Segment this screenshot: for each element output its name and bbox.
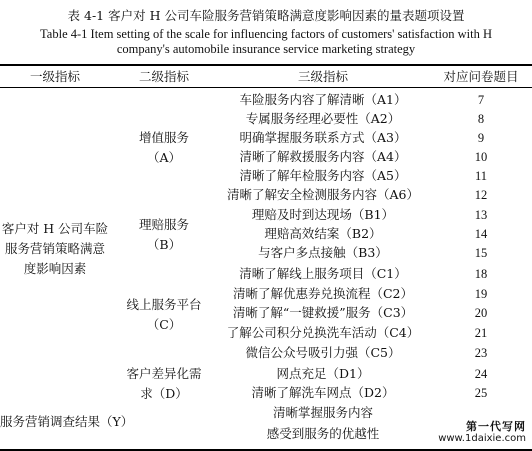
question-number: 13: [474, 208, 488, 222]
question-number: 24: [474, 367, 488, 381]
table-caption-cn: 表 4-1 客户对 H 公司车险服务营销策略满意度影响因素的量表题项设置: [67, 8, 465, 23]
table-header-rule: [0, 87, 532, 88]
level3-item: 明确掌握服务联系方式（A3）: [239, 130, 407, 145]
result-item: 清晰掌握服务内容: [272, 405, 373, 420]
header-question-number: 对应问卷题目: [443, 70, 519, 84]
result-item: 感受到服务的优越性: [266, 426, 380, 441]
question-number: 14: [474, 227, 488, 241]
level3-item: 清晰了解优惠券兑换流程（C2）: [232, 286, 414, 301]
question-number: 12: [474, 188, 488, 202]
question-number: 20: [474, 306, 488, 320]
watermark-name: 第一代写网: [466, 420, 526, 433]
table-caption-en: [0, 27, 532, 57]
level3-item: 网点充足（D1）: [276, 366, 370, 381]
level2-differentiated-needs: 客户差异化需 求（D）: [126, 366, 202, 401]
level3-item: 清晰了解洗车网点（D2）: [251, 385, 395, 400]
level3-item: 专属服务经理必要性（A2）: [245, 111, 401, 126]
header-level1: 一级指标: [29, 69, 80, 84]
header-level3: 三级指标: [297, 69, 348, 84]
table-top-rule: [0, 64, 532, 66]
question-number: 21: [474, 326, 488, 340]
level2-online-platform: 线上服务平台 （C）: [126, 297, 202, 332]
question-number: 25: [474, 386, 488, 400]
level3-item: 清晰了解安全检测服务内容（A6）: [227, 187, 419, 202]
header-level2: 二级指标: [138, 69, 189, 84]
question-number: 18: [474, 267, 488, 281]
level3-item: 理赔及时到达现场（B1）: [251, 207, 395, 222]
site-watermark: [438, 421, 526, 445]
question-number: 8: [477, 112, 485, 126]
question-number: 9: [477, 131, 485, 145]
level3-item: 清晰了解线上服务项目（C1）: [239, 266, 407, 281]
level3-item: 理赔高效结案（B2）: [264, 226, 382, 241]
question-number: 23: [474, 346, 488, 360]
level3-item: 与客户多点接触（B3）: [258, 245, 388, 260]
question-number: 15: [474, 246, 488, 260]
table-caption-en-line1: Table 4-1 Item setting of the scale for influencing factors of customers' satisfaction with H: [40, 27, 492, 41]
level2-claim-service: 理赔服务 （B）: [138, 217, 189, 252]
level3-item: 了解公司积分兑换洗车活动（C4）: [226, 325, 420, 340]
level3-item: 清晰了解救援服务内容（A4）: [239, 149, 407, 164]
question-number: 19: [474, 287, 488, 301]
level3-item: 清晰了解“一键救援”服务（C3）: [232, 305, 414, 320]
level3-item: 车险服务内容了解清晰（A1）: [239, 92, 407, 107]
question-number: 10: [474, 150, 488, 164]
table-caption-en-line2: company's automobile insurance service marketing strategy: [116, 42, 416, 56]
level2-value-added-service: 增值服务 （A）: [138, 130, 189, 165]
watermark-url: www.1daixie.com: [438, 433, 526, 444]
question-number: 7: [477, 93, 485, 107]
level1-result: 服务营销调查结果（Y）: [0, 414, 134, 429]
level1-main-factor: 客户对 H 公司车险 服务营销策略满意 度影响因素: [1, 221, 109, 276]
level3-item: 微信公众号吸引力强（C5）: [245, 345, 401, 360]
question-number: 11: [474, 169, 488, 183]
level3-item: 清晰了解年检服务内容（A5）: [239, 168, 407, 183]
